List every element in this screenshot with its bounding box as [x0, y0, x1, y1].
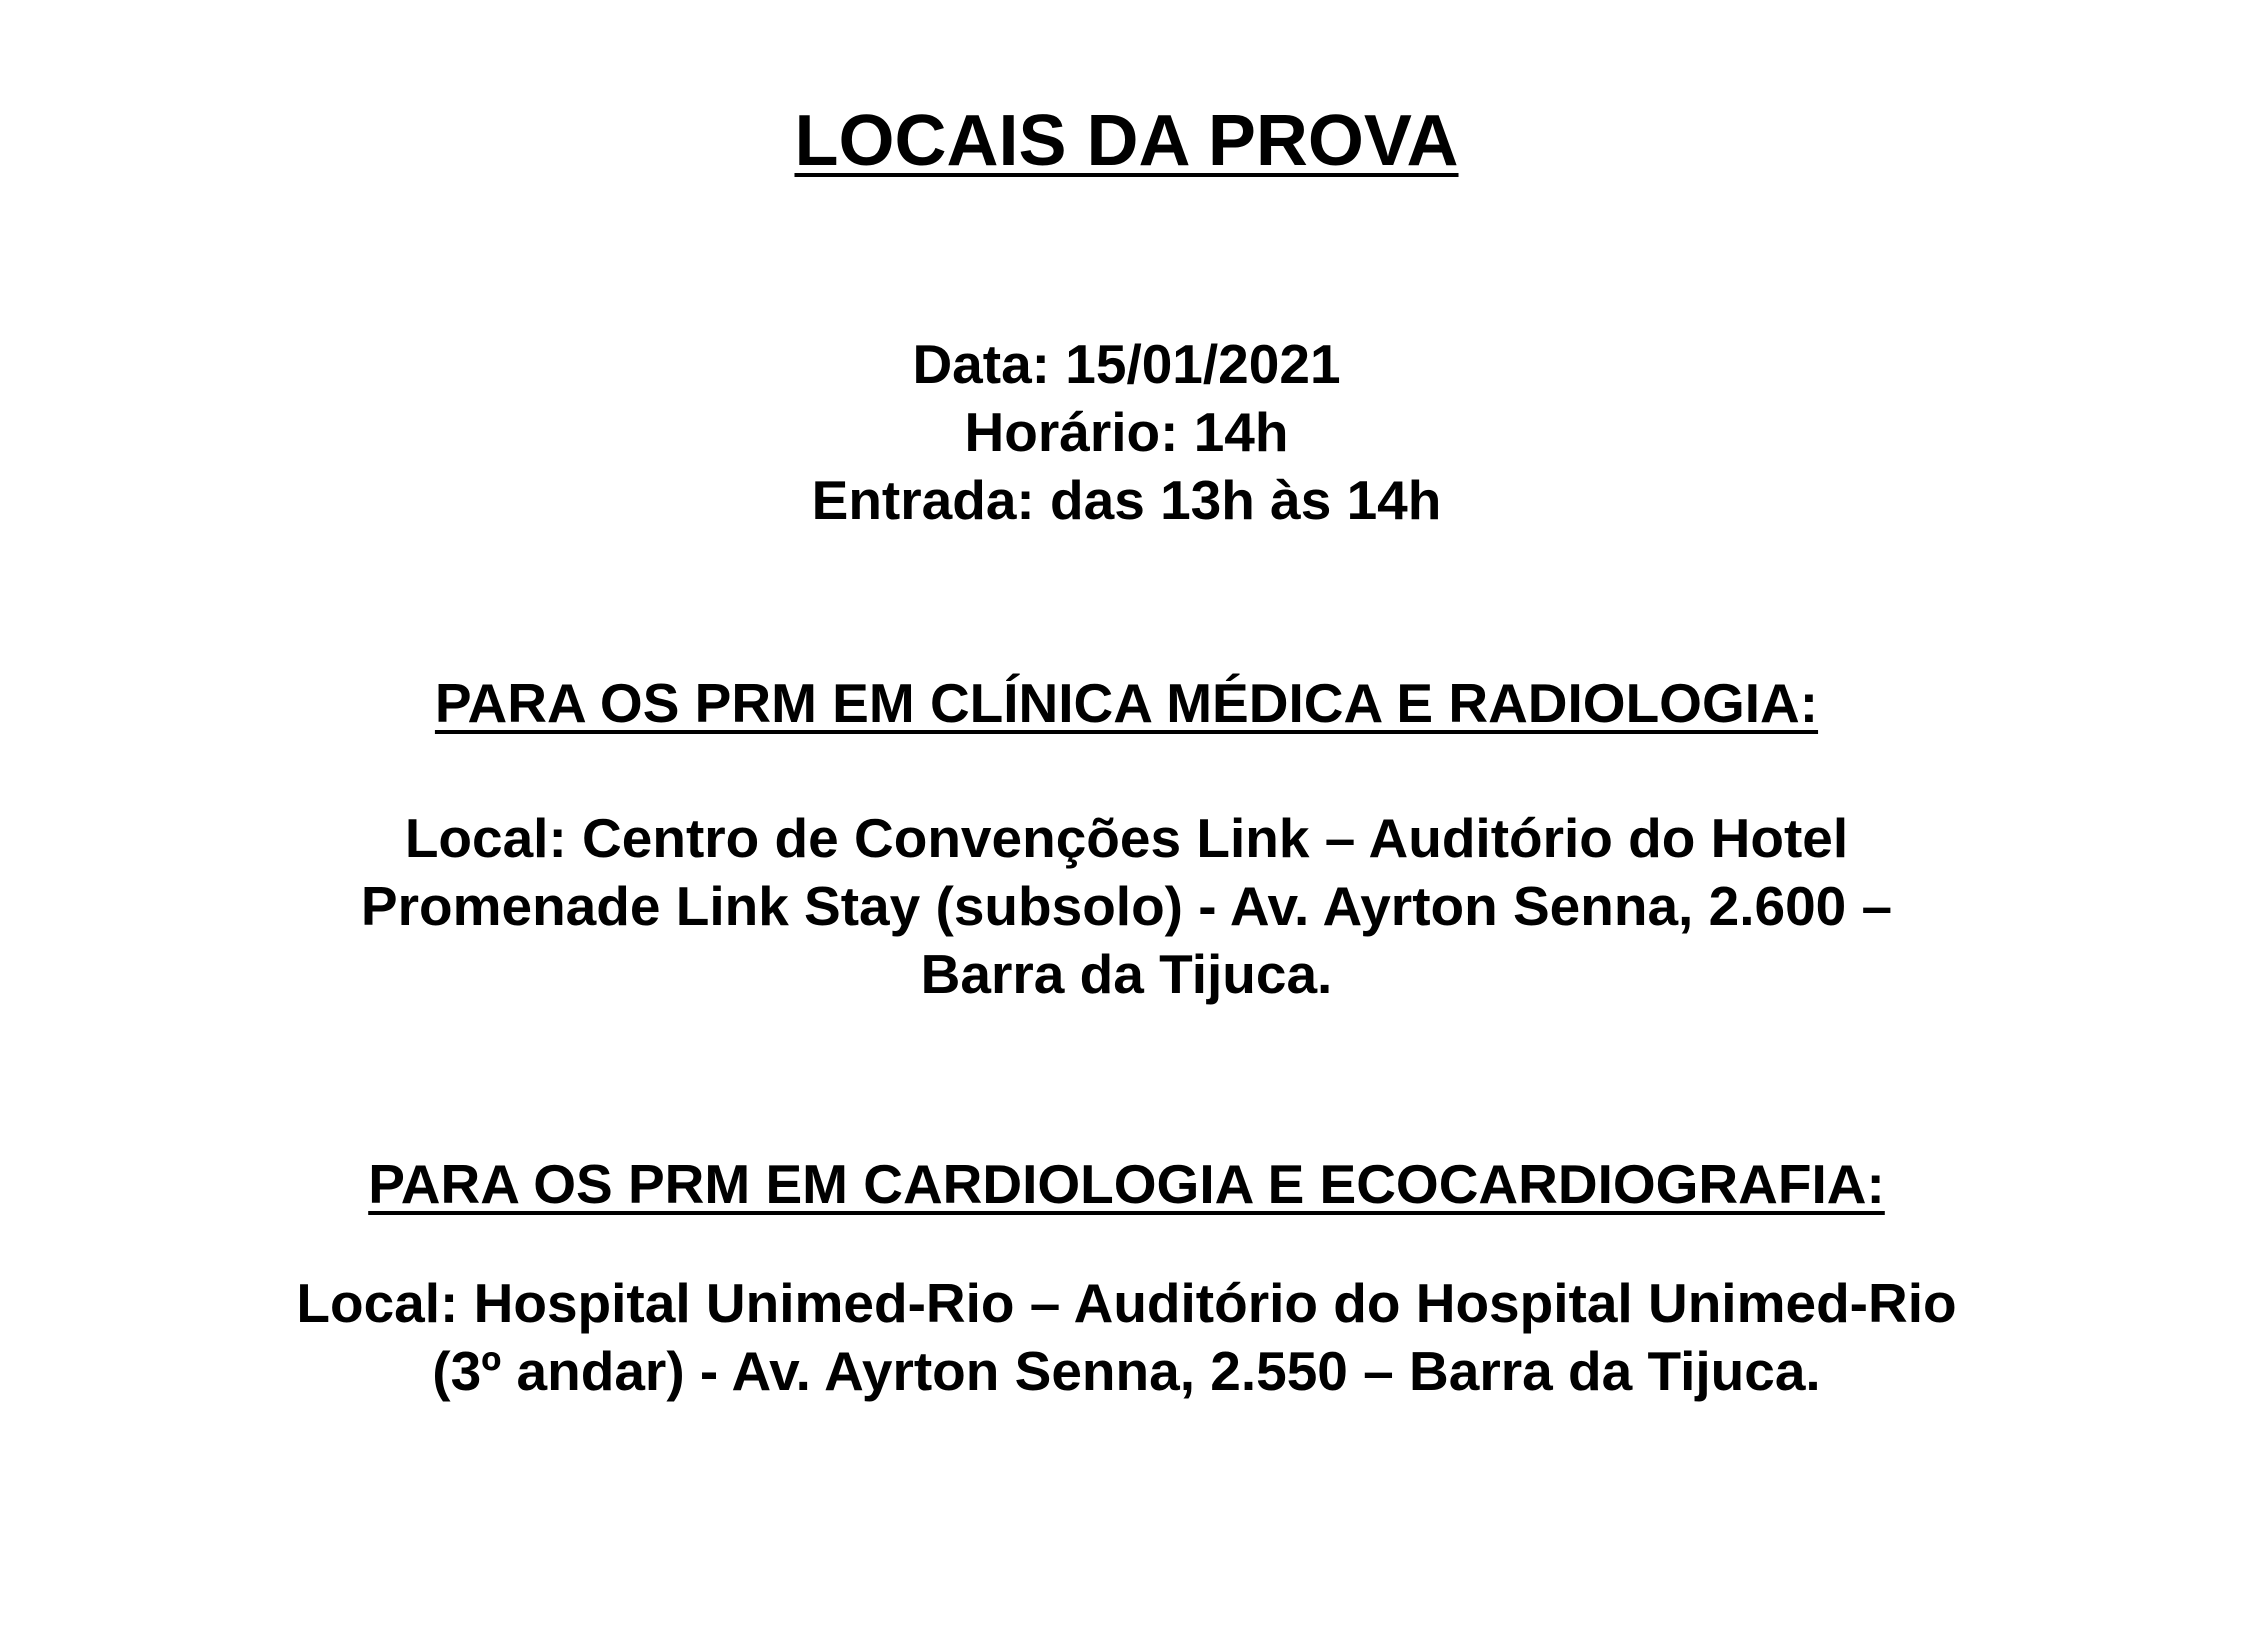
exam-date: Data: 15/01/2021	[912, 333, 1341, 395]
exam-time: Horário: 14h	[964, 401, 1289, 463]
exam-entry-window: Entrada: das 13h às 14h	[811, 469, 1442, 531]
location-line: Local: Centro de Convenções Link – Auditório do Hotel	[404, 807, 1849, 869]
section-heading: PARA OS PRM EM CLÍNICA MÉDICA E RADIOLOGIA:	[434, 672, 1819, 734]
location-line: (3º andar) - Av. Ayrton Senna, 2.550 – Barra da Tijuca.	[432, 1340, 1821, 1402]
page-title: LOCAIS DA PROVA	[794, 101, 1459, 181]
location-line: Barra da Tijuca.	[920, 943, 1333, 1005]
section-heading: PARA OS PRM EM CARDIOLOGIA E ECOCARDIOGRAFIA:	[368, 1153, 1885, 1215]
location-line: Promenade Link Stay (subsolo) - Av. Ayrton Senna, 2.600 –	[360, 875, 1893, 937]
location-line: Local: Hospital Unimed-Rio – Auditório do Hospital Unimed-Rio	[296, 1272, 1957, 1334]
